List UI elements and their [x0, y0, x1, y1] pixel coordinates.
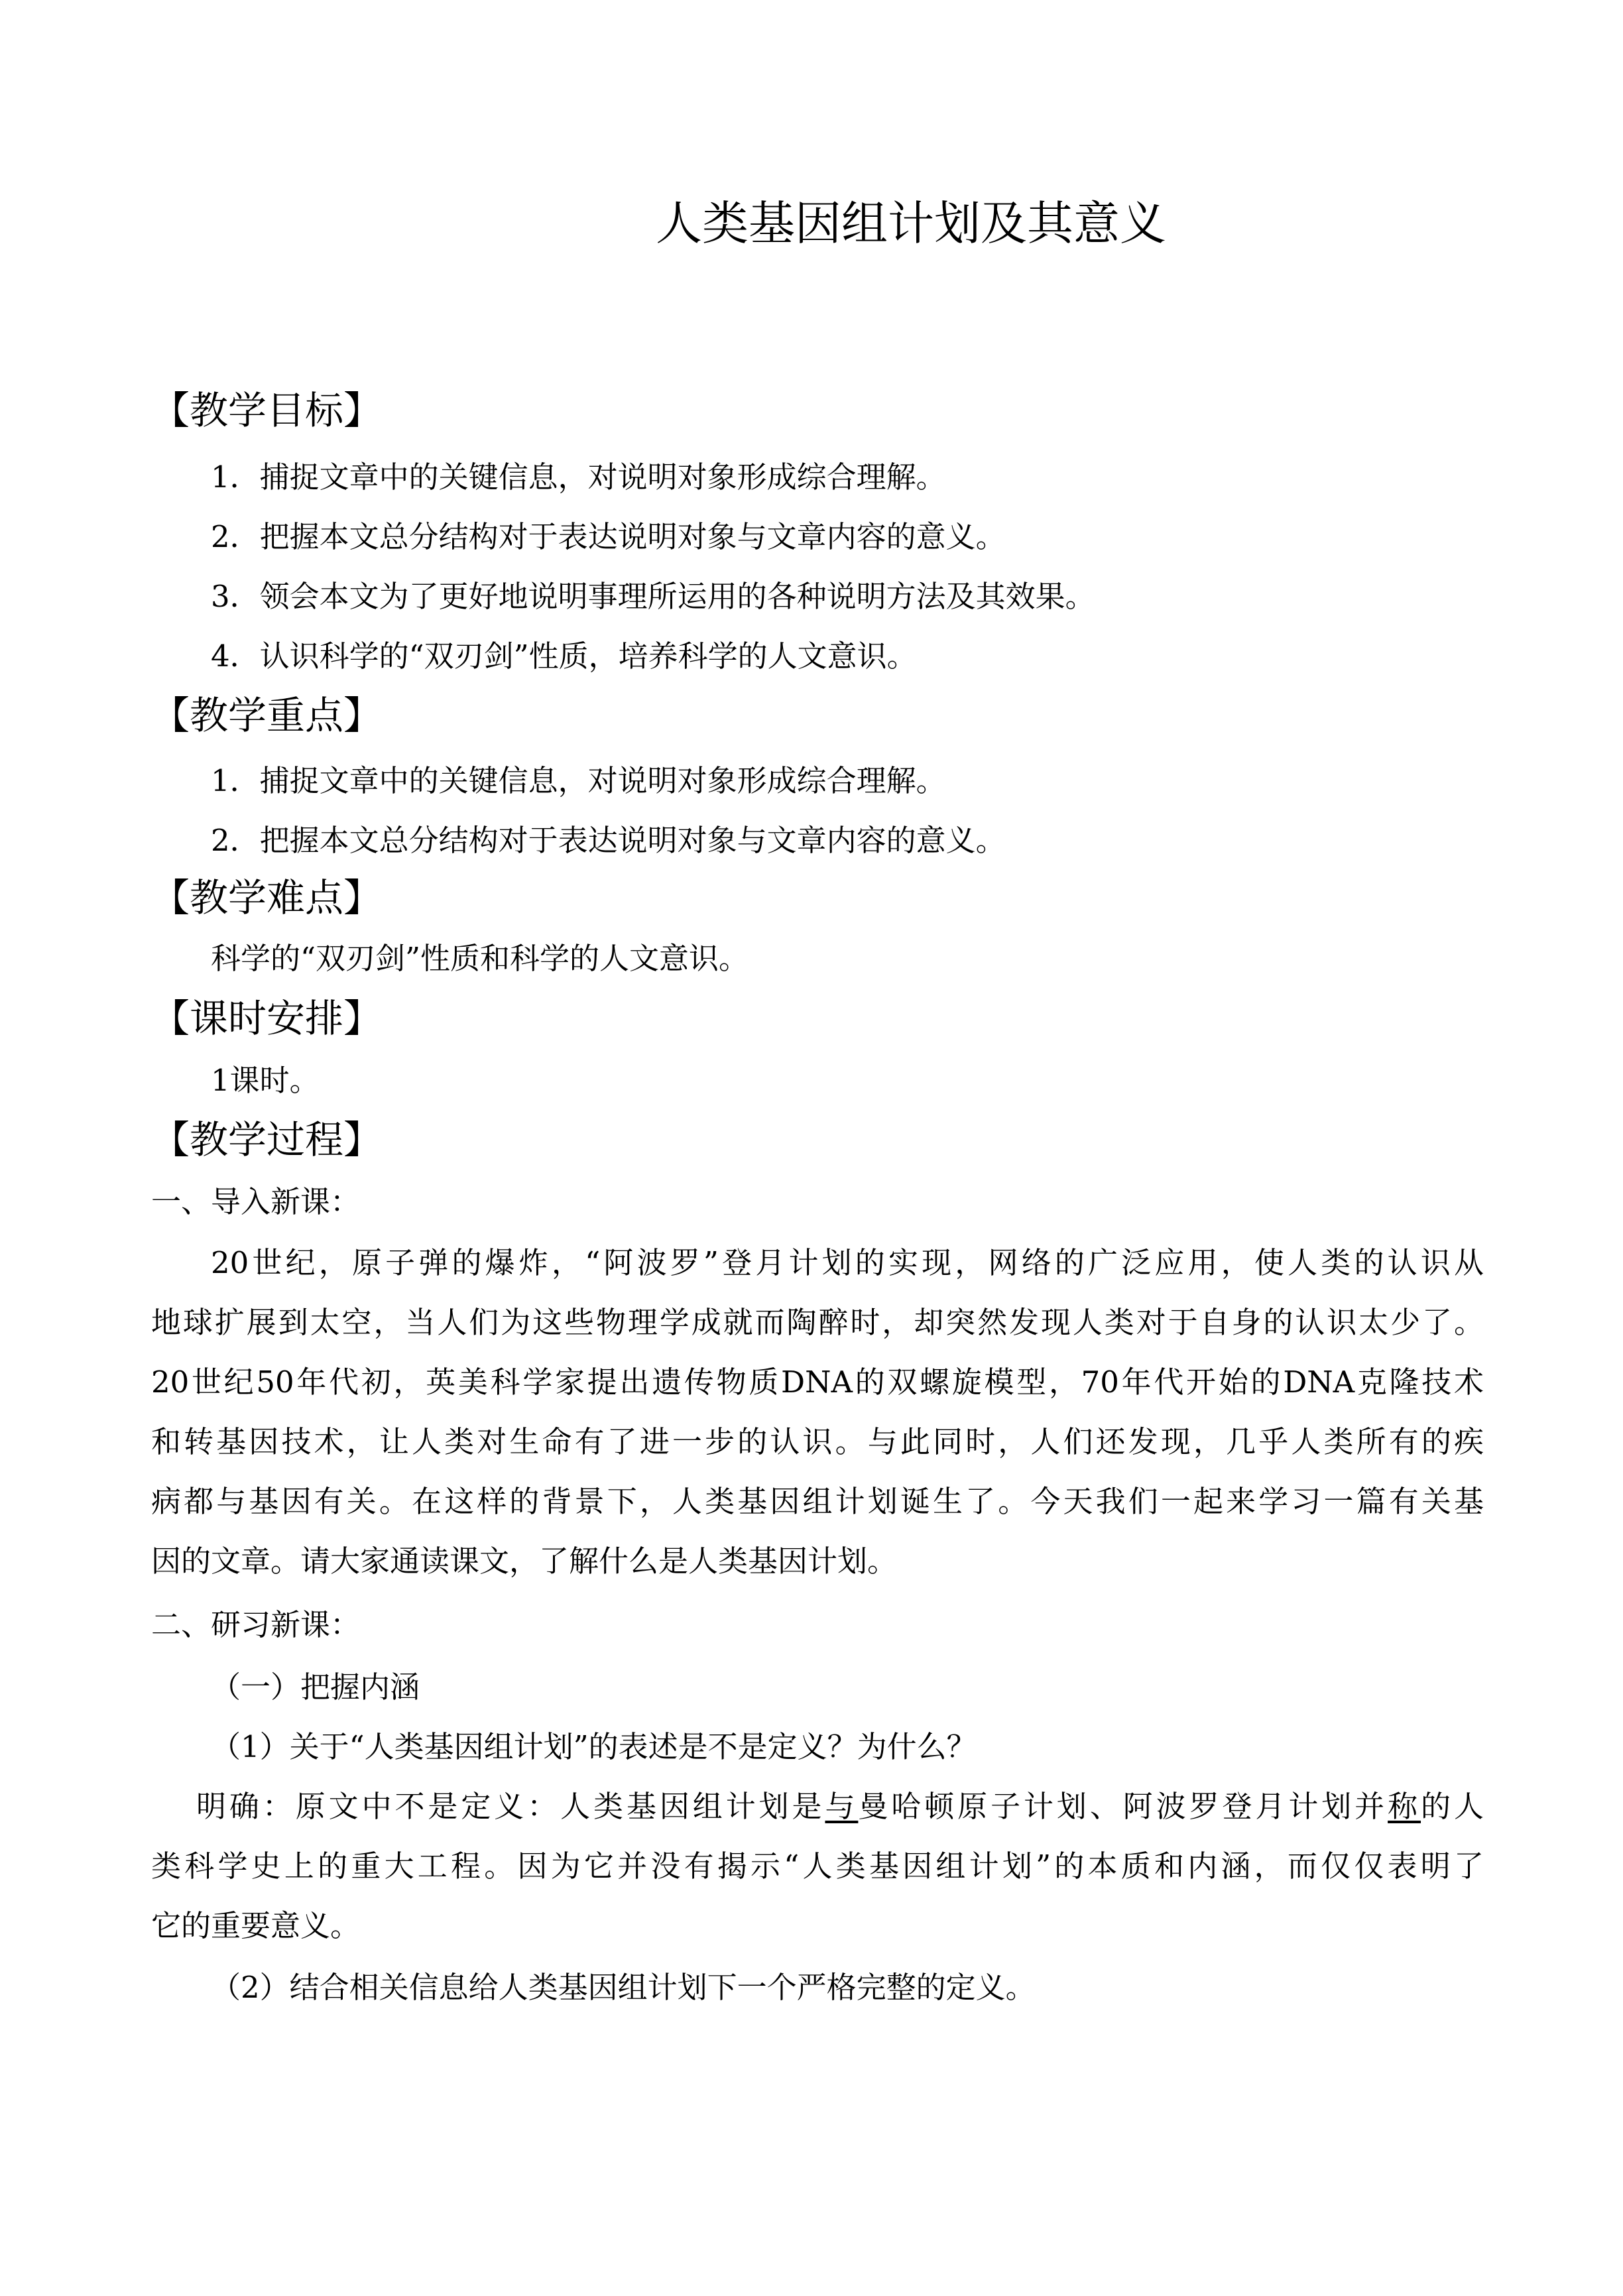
section-heading-goals: 【教学目标】 [151, 388, 383, 433]
difficulty-text: 科学的“双刃剑”性质和科学的人文意识。 [211, 941, 749, 976]
goal-item-1: 1．捕捉文章中的关键信息，对说明对象形成综合理解。 [211, 459, 946, 495]
intro-line-3: 20世纪50年代初，英美科学家提出遗传物质DNA的双螺旋模型，70年代开始的DNA克隆技术 [151, 1364, 1484, 1400]
section-heading-key-points: 【教学重点】 [151, 693, 383, 738]
section-heading-difficulties: 【教学难点】 [151, 875, 383, 920]
question-2: （2）结合相关信息给人类基因组计划下一个严格完整的定义。 [211, 1970, 1036, 2005]
page-title: 人类基因组计划及其意义 [656, 196, 1166, 251]
schedule-text: 1课时。 [211, 1063, 320, 1098]
process-part2-title: 二、研习新课： [151, 1607, 361, 1642]
intro-line-5: 病都与基因有关。在这样的背景下，人类基因组计划诞生了。今天我们一起来学习一篇有关基 [151, 1484, 1484, 1519]
key-point-item-1: 1．捕捉文章中的关键信息，对说明对象形成综合理解。 [211, 763, 946, 798]
answer-text-c: 的人 [1421, 1789, 1484, 1824]
section-heading-schedule: 【课时安排】 [151, 996, 383, 1041]
key-point-item-2: 2．把握本文总分结构对于表达说明对象与文章内容的意义。 [211, 823, 1006, 858]
intro-line-2: 地球扩展到太空，当人们为这些物理学成就而陶醉时，却突然发现人类对于自身的认识太少了。 [151, 1305, 1484, 1340]
intro-line-4: 和转基因技术，让人类对生命有了进一步的认识。与此同时，人们还发现，几乎人类所有的疾 [151, 1424, 1484, 1459]
answer-underlined-yu: 与 [825, 1789, 859, 1824]
goal-item-2: 2．把握本文总分结构对于表达说明对象与文章内容的意义。 [211, 519, 1006, 554]
answer-line-1 [196, 1789, 1484, 1824]
answer-text-a: 明确：原文中不是定义：人类基因组计划是 [196, 1789, 825, 1824]
question-1: （1）关于“人类基因组计划”的表述是不是定义？为什么？ [211, 1729, 977, 1764]
process-part1-title: 一、导入新课： [151, 1184, 361, 1219]
subsection-title-1: （一）把握内涵 [211, 1669, 420, 1705]
intro-line-1: 20世纪，原子弹的爆炸，“阿波罗”登月计划的实现，网络的广泛应用，使人类的认识从 [211, 1245, 1484, 1280]
answer-line-2: 类科学史上的重大工程。因为它并没有揭示“人类基因组计划”的本质和内涵，而仅仅表明了 [151, 1848, 1484, 1884]
goal-item-4: 4．认识科学的“双刃剑”性质，培养科学的人文意识。 [211, 638, 917, 674]
goal-item-3: 3．领会本文为了更好地说明事理所运用的各种说明方法及其效果。 [211, 579, 1095, 614]
answer-underlined-cheng: 称 [1388, 1789, 1421, 1824]
answer-line-3: 它的重要意义。 [151, 1908, 361, 1943]
section-heading-process: 【教学过程】 [151, 1117, 383, 1162]
answer-text-b: 曼哈顿原子计划、阿波罗登月计划并 [858, 1789, 1388, 1824]
intro-line-6: 因的文章。请大家通读课文，了解什么是人类基因计划。 [151, 1543, 898, 1579]
